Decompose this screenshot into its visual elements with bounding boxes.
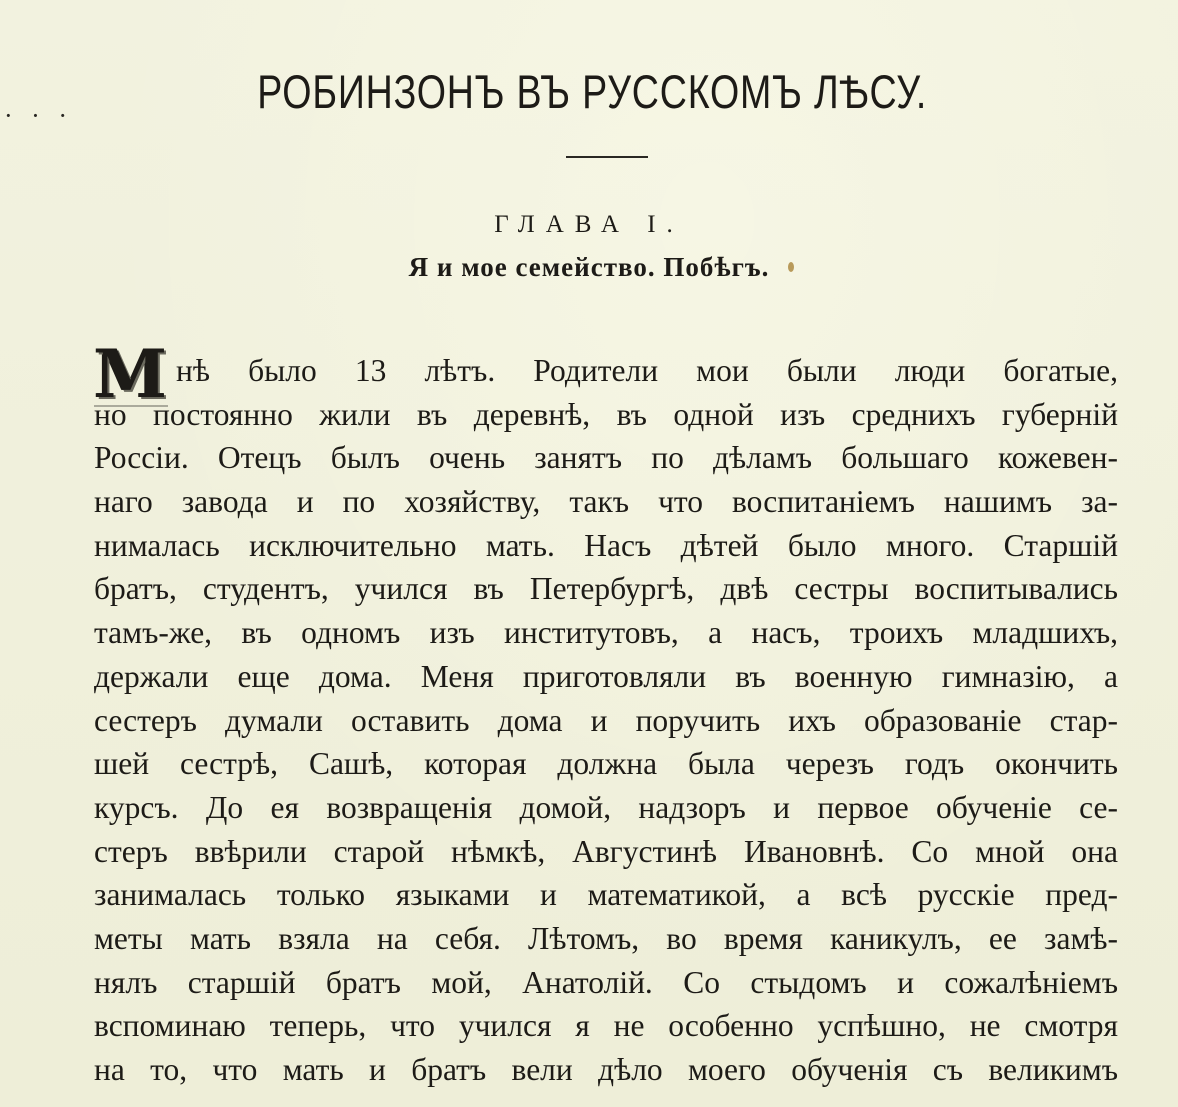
text-line: нималась исключительно мать. Насъ дѣтей было много. Старшій xyxy=(94,527,1118,563)
text-line: вспоминаю теперь, что учился я не особенно успѣшно, не смотря xyxy=(94,1008,1118,1044)
chapter-heading: ГЛАВА I. xyxy=(494,211,684,238)
text-line: Россіи. Отецъ былъ очень занятъ по дѣламъ большаго кожевен- xyxy=(94,440,1118,476)
margin-specks: · · · xyxy=(4,101,73,130)
text-line: наго завода и по хозяйству, такъ что воспитаніемъ нашимъ за- xyxy=(94,484,1118,520)
text-line xyxy=(94,335,1118,413)
text-line: на то, что мать и братъ вели дѣло моего обученія съ великимъ xyxy=(94,1052,1118,1087)
text-line-content: нѣ было 13 лѣтъ. Родители мои были люди богатые, xyxy=(176,353,1118,388)
text-line: меты мать взяла на себя. Лѣтомъ, во время каникулъ, ее замѣ- xyxy=(94,920,1118,956)
book-title: РОБИНЗОНЪ ВЪ РУССКОМЪ ЛѢСУ. xyxy=(257,65,928,118)
text-line: но постоянно жили въ деревнѣ, въ одной изъ среднихъ губерній xyxy=(94,396,1118,432)
text-line: держали еще дома. Меня приготовляли въ военную гимназію, а xyxy=(94,658,1118,694)
text-line: братъ, студентъ, учился въ Петербургѣ, двѣ сестры воспитывались xyxy=(94,571,1118,607)
text-line: нялъ старшій братъ мой, Анатолій. Со стыдомъ и сожалѣніемъ xyxy=(94,964,1118,1000)
text-line: стеръ ввѣрили старой нѣмкѣ, Августинѣ Ивановнѣ. Со мной она xyxy=(94,833,1118,869)
text-line: занималась только языками и математикой, а всѣ русскіе пред- xyxy=(94,877,1118,913)
drop-cap: М xyxy=(94,335,168,413)
text-line: шей сестрѣ, Сашѣ, которая должна была черезъ годъ окончить xyxy=(94,746,1118,782)
title-divider xyxy=(566,156,648,158)
chapter-subtitle: Я и мое семейство. Побѣгъ. xyxy=(408,252,770,282)
body-paragraph xyxy=(94,335,1118,1092)
paper-fleck xyxy=(788,262,794,272)
text-line: тамъ-же, въ одномъ изъ институтовъ, а насъ, троихъ младшихъ, xyxy=(94,615,1118,651)
text-line: сестеръ думали оставить дома и поручить ихъ образованіе стар- xyxy=(94,702,1118,738)
text-line: курсъ. До ея возвращенія домой, надзоръ и первое обученіе се- xyxy=(94,789,1118,825)
